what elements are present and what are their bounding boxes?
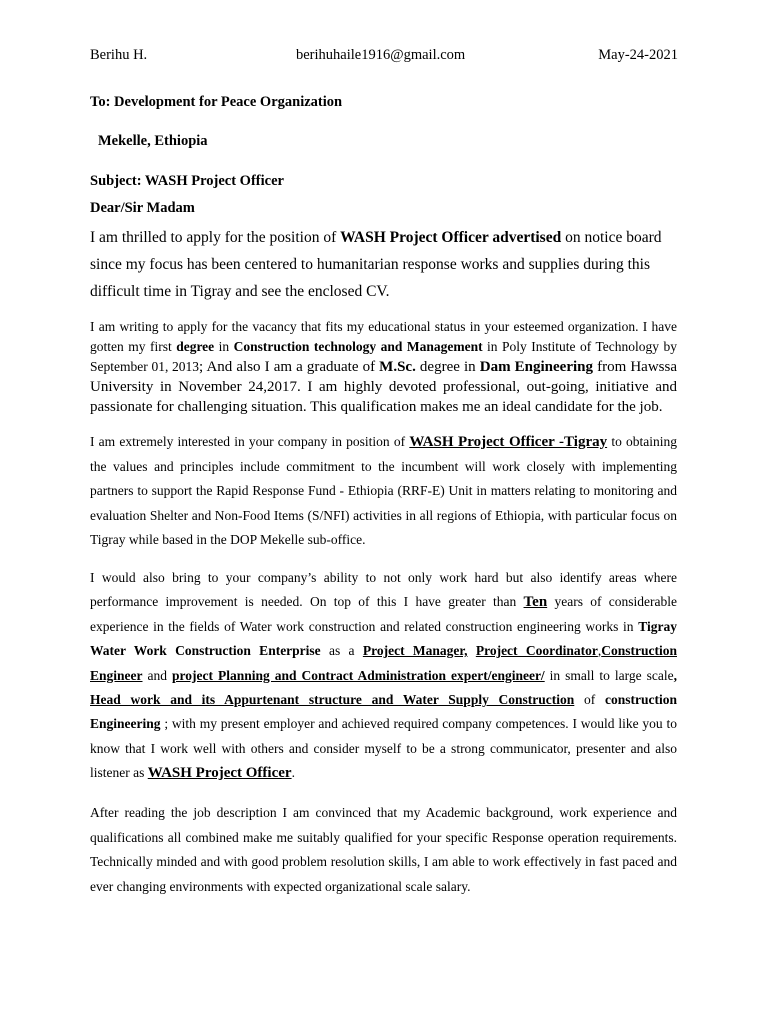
letter-date: May-24-2021: [598, 47, 678, 63]
education-paragraph: I am writing to apply for the vacancy that fits my educational status in your esteemed organization. I have gotten my first degree in Construction technology and Management in Poly Institute of Technology by September 01, 2013; And also I am a graduate of M.Sc. degree in Dam Engineering from Hawssa University in November 24,2017. I am highly devoted professional, out-going, initiative and passionate for challenging situation. This qualification makes me an ideal candidate for the job.: [90, 319, 678, 415]
letter-header: [90, 47, 678, 67]
interest-paragraph: I am extremely interested in your company in position of WASH Project Officer -Tigray to obtaining the values and principles include commitment to the incumbent will work closely with implementing partners to support the Rapid Response Fund - Ethiopia (RRF-E) Unit in matters relating to monitoring and evaluation Shelter and Non-Food Items (S/NFI) activities in all regions of Ethiopia, with particular focus on Tigray while based in the DOP Mekelle sub-office.: [90, 434, 677, 547]
sender-name: Berihu H.: [90, 47, 148, 63]
salutation: Dear/Sir Madam: [90, 200, 195, 216]
subject-line: Subject: WASH Project Officer: [90, 173, 284, 189]
sender-email: berihuhaile1916@gmail.com: [296, 47, 466, 63]
experience-paragraph: I would also bring to your company’s ability to not only work hard but also identify areas where performance improvement is needed. On top of this I have greater than Ten years of considerable experience in the fields of Water work construction and related construction engineering works in Tigray Water Work Construction Enterprise as a Project Manager, Project Coordinator,Construction Engineer and project Planning and Contract Administration expert/engineer/ in small to large scale, Head work and its Appurtenant structure and Water Supply Construction of construction Engineering ; with my present employer and achieved required company competences. I would like you to know that I work well with others and consider myself to be a strong communicator, presenter and also listener as WASH Project Officer.: [90, 570, 678, 782]
closing-paragraph: After reading the job description I am convinced that my Academic background, work experience and qualifications all combined make me suitably qualified for your specific Response operation requirements. Technically minded and with good problem resolution skills, I am able to work effectively in fast paced and ever changing environments with expected organizational scale salary.: [90, 805, 677, 894]
recipient-city: Mekelle, Ethiopia: [98, 133, 208, 149]
intro-paragraph: I am thrilled to apply for the position of WASH Project Officer advertised on notice board since my focus has been centered to humanitarian response works and supplies during this difficult time in Tigray and see the enclosed CV.: [90, 229, 662, 300]
recipient-line: To: Development for Peace Organization: [90, 94, 343, 110]
